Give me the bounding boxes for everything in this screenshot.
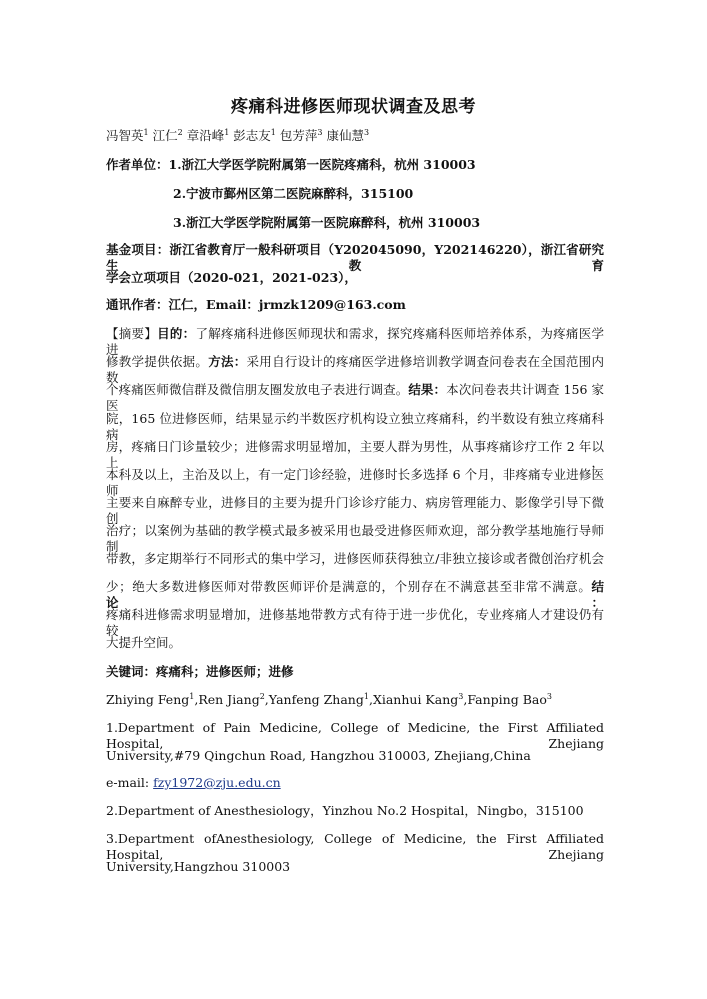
author-affil-sup: 3 xyxy=(458,691,464,701)
paper-title: 疼痛科进修医师现状调查及思考 xyxy=(231,97,476,117)
abstract-line: 主要来自麻醉专业，进修目的主要为提升门诊诊疗能力、病房管理能力、影像学引导下微创 xyxy=(106,495,604,526)
author-name-en: Xianhui Kang xyxy=(372,692,459,707)
author-affil-sup: 3 xyxy=(363,127,370,137)
author-separator: , xyxy=(264,692,269,707)
abstract-text: 修教学提供依据。 xyxy=(106,354,209,369)
author-name-en: Ren Jiang xyxy=(198,692,260,707)
author-affil-sup: 1 xyxy=(270,127,276,137)
abstract-bracket: 【摘要】 xyxy=(106,326,158,341)
abstract-text: 了解疼痛科进修医师现状和需求，探究疼痛科医师培养体系，为疼痛医学进 xyxy=(106,326,604,357)
author-name-en: Zhiying Feng xyxy=(106,692,190,707)
author-name-en: Fanping Bao xyxy=(467,692,547,707)
author-separator: , xyxy=(368,692,373,707)
abstract-text: 采用自行设计的疼痛医学进修培训教学调查问卷表在全国范围内数 xyxy=(106,354,604,385)
affiliation-en-1-line-1: 1.Department of Pain Medicine, College of Medicine, the First Affiliated Hospital, Zhejiang xyxy=(106,720,604,751)
abstract-text: 少；绝大多数进修医师对带教医师评价是满意的，个别存在不满意甚至非常不满意。 xyxy=(106,579,592,594)
funding-line-2: 学会立项项目（2020-021，2021-023）， xyxy=(106,270,357,285)
affiliation-cn-1 xyxy=(106,157,604,173)
author-list-cn xyxy=(106,128,604,144)
author-name: 康仙慧 xyxy=(326,128,364,143)
affiliation-cn-2: 2.宁波市鄞州区第二医院麻醉科，315100 xyxy=(173,186,414,201)
author-separator: , xyxy=(194,692,199,707)
email-link[interactable]: fzy1972@zju.edu.cn xyxy=(153,775,281,790)
corresponding-author: 通讯作者：江仁，Email：jrmzk1209@163.com xyxy=(106,297,406,312)
author-name-en: Yanfeng Zhang xyxy=(268,692,364,707)
author-list-en xyxy=(106,692,604,708)
affiliation-en-3-line-2: University,Hangzhou 310003 xyxy=(106,859,291,874)
abstract-text: 个疼痛医师微信群及微信朋友圈发放电子表进行调查。 xyxy=(106,382,409,397)
abstract-method-label: 方法： xyxy=(208,354,247,369)
author-affil-sup: 3 xyxy=(546,691,552,701)
author-name: 江仁 xyxy=(152,128,178,143)
abstract-line: 房，疼痛日门诊量较少；进修需求明显增加，主要人群为男性，从事疼痛诊疗工作 2 年以上， xyxy=(106,439,604,470)
abstract-conclusion-label: 结论： xyxy=(106,579,604,610)
author-separator: , xyxy=(463,692,468,707)
author-name: 冯智英 xyxy=(106,128,144,143)
affiliation-en-1-line-2: University,#79 Qingchun Road, Hangzhou 310003, Zhejiang,China xyxy=(106,748,531,763)
author-name: 包芳萍 xyxy=(279,128,318,143)
author-affil-sup: 1 xyxy=(363,691,369,701)
abstract-line: 疼痛科进修需求明显增加，进修基地带教方式有待于进一步优化，专业疼痛人才建设仍有较 xyxy=(106,607,604,638)
affiliation-text: 1.浙江大学医学院附属第一医院疼痛科，杭州 310003 xyxy=(168,157,476,172)
affiliation-cn-3: 3.浙江大学医学院附属第一医院麻醉科，杭州 310003 xyxy=(173,215,481,230)
funding-line-1: 基金项目：浙江省教育厅一般科研项目（Y202045090，Y202146220），浙江省研究生教育 xyxy=(106,242,604,273)
author-affil-sup: 1 xyxy=(143,127,149,137)
abstract-line: 治疗；以案例为基础的教学模式最多被采用也最受进修医师欢迎，部分教学基地施行导师制 xyxy=(106,523,604,554)
abstract-line: 本科及以上，主治及以上，有一定门诊经验，进修时长多选择 6 个月，非疼痛专业进修医师 xyxy=(106,467,604,498)
email-label: e-mail: xyxy=(106,775,154,790)
abstract-line xyxy=(106,382,604,414)
affiliation-label: 作者单位： xyxy=(106,157,169,172)
author-name: 彭志友 xyxy=(233,128,271,143)
author-affil-sup: 3 xyxy=(317,127,323,137)
abstract-objective-label: 目的： xyxy=(157,326,196,341)
author-affil-sup: 1 xyxy=(189,691,195,701)
affiliation-en-3-line-1: 3.Department ofAnesthesiology, College of Medicine, the First Affiliated Hospital, Zhejiang xyxy=(106,831,604,862)
keywords: 关键词：疼痛科；进修医师；进修 xyxy=(106,664,294,679)
email-line xyxy=(106,775,604,791)
abstract-line: 带教，多定期举行不同形式的集中学习，进修医师获得独立/非独立接诊或者微创治疗机会 xyxy=(106,551,604,566)
author-affil-sup: 1 xyxy=(224,127,230,137)
abstract-line: 大提升空间。 xyxy=(106,635,182,650)
affiliation-en-2: 2.Department of Anesthesiology，Yinzhou No.2 Hospital，Ningbo，315100 xyxy=(106,803,584,818)
author-affil-sup: 2 xyxy=(177,127,183,137)
author-affil-sup: 2 xyxy=(259,691,265,701)
abstract-result-label: 结果： xyxy=(408,382,447,397)
abstract-text: 本次问卷表共计调查 156 家医 xyxy=(106,382,604,413)
abstract-line: 院，165 位进修医师，结果显示约半数医疗机构设立独立疼痛科，约半数设有独立疼痛科病 xyxy=(106,411,604,442)
author-name: 章沿峰 xyxy=(186,128,225,143)
